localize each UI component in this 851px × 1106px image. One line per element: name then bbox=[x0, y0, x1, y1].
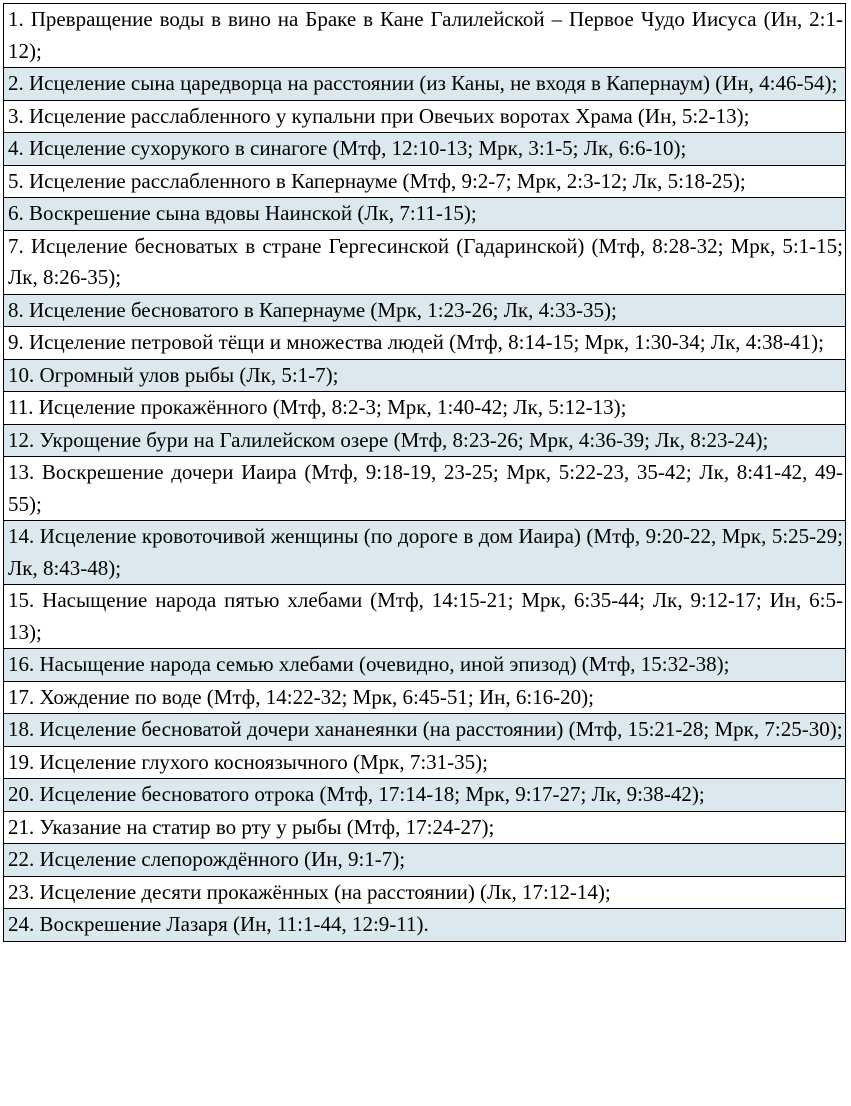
table-cell: 9. Исцеление петровой тёщи и множества людей (Мтф, 8:14-15; Мрк, 1:30-34; Лк, 4:38-41); bbox=[4, 327, 846, 360]
table-cell: 22. Исцеление слепорождённого (Ин, 9:1-7); bbox=[4, 844, 846, 877]
table-cell: 4. Исцеление сухорукого в синагоге (Мтф, 12:10-13; Мрк, 3:1-5; Лк, 6:6-10); bbox=[4, 133, 846, 166]
table-row bbox=[4, 68, 846, 101]
table-row bbox=[4, 521, 846, 585]
table-cell: 23. Исцеление десяти прокажённых (на расстоянии) (Лк, 17:12-14); bbox=[4, 876, 846, 909]
table-cell: 13. Воскрешение дочери Иаира (Мтф, 9:18-19, 23-25; Мрк, 5:22-23, 35-42; Лк, 8:41-42, 49-55); bbox=[4, 457, 846, 521]
table-cell: 6. Воскрешение сына вдовы Наинской (Лк, 7:11-15); bbox=[4, 198, 846, 231]
table-row bbox=[4, 811, 846, 844]
table-cell: 3. Исцеление расслабленного у купальни при Овечьих воротах Храма (Ин, 5:2-13); bbox=[4, 100, 846, 133]
table-row bbox=[4, 294, 846, 327]
table-cell: 20. Исцеление бесноватого отрока (Мтф, 17:14-18; Мрк, 9:17-27; Лк, 9:38-42); bbox=[4, 779, 846, 812]
table-row bbox=[4, 876, 846, 909]
table-cell: 17. Хождение по воде (Мтф, 14:22-32; Мрк, 6:45-51; Ин, 6:16-20); bbox=[4, 681, 846, 714]
table-row bbox=[4, 844, 846, 877]
table-cell: 24. Воскрешение Лазаря (Ин, 11:1-44, 12:9-11). bbox=[4, 909, 846, 942]
table-cell: 19. Исцеление глухого косноязычного (Мрк, 7:31-35); bbox=[4, 746, 846, 779]
table-cell: 1. Превращение воды в вино на Браке в Кане Галилейской – Первое Чудо Иисуса (Ин, 2:1-12); bbox=[4, 4, 846, 68]
table-cell: 21. Указание на статир во рту у рыбы (Мтф, 17:24-27); bbox=[4, 811, 846, 844]
table-cell: 11. Исцеление прокажённого (Мтф, 8:2-3; Мрк, 1:40-42; Лк, 5:12-13); bbox=[4, 392, 846, 425]
table-row bbox=[4, 714, 846, 747]
table-cell: 7. Исцеление бесноватых в стране Гергесинской (Гадаринской) (Мтф, 8:28-32; Мрк, 5:1-15; Лк, 8:26-35); bbox=[4, 230, 846, 294]
table-cell: 8. Исцеление бесноватого в Капернауме (Мрк, 1:23-26; Лк, 4:33-35); bbox=[4, 294, 846, 327]
table-cell: 15. Насыщение народа пятью хлебами (Мтф, 14:15-21; Мрк, 6:35-44; Лк, 9:12-17; Ин, 6:5-13); bbox=[4, 585, 846, 649]
table-row bbox=[4, 198, 846, 231]
table-cell: 16. Насыщение народа семью хлебами (очевидно, иной эпизод) (Мтф, 15:32-38); bbox=[4, 649, 846, 682]
miracles-table bbox=[3, 3, 846, 942]
table-row bbox=[4, 230, 846, 294]
miracles-table-body bbox=[4, 4, 846, 942]
table-row bbox=[4, 424, 846, 457]
table-row bbox=[4, 4, 846, 68]
table-row bbox=[4, 359, 846, 392]
table-row bbox=[4, 133, 846, 166]
table-row bbox=[4, 649, 846, 682]
table-row bbox=[4, 165, 846, 198]
table-row bbox=[4, 457, 846, 521]
table-row bbox=[4, 100, 846, 133]
table-row bbox=[4, 779, 846, 812]
table-row bbox=[4, 327, 846, 360]
table-row bbox=[4, 746, 846, 779]
table-cell: 12. Укрощение бури на Галилейском озере (Мтф, 8:23-26; Мрк, 4:36-39; Лк, 8:23-24); bbox=[4, 424, 846, 457]
table-cell: 18. Исцеление бесноватой дочери хананеянки (на расстоянии) (Мтф, 15:21-28; Мрк, 7:25-30); bbox=[4, 714, 846, 747]
table-row bbox=[4, 585, 846, 649]
table-row bbox=[4, 909, 846, 942]
table-cell: 10. Огромный улов рыбы (Лк, 5:1-7); bbox=[4, 359, 846, 392]
table-row bbox=[4, 681, 846, 714]
table-cell: 2. Исцеление сына царедворца на расстоянии (из Каны, не входя в Капернаум) (Ин, 4:46-54); bbox=[4, 68, 846, 101]
table-row bbox=[4, 392, 846, 425]
table-cell: 14. Исцеление кровоточивой женщины (по дороге в дом Иаира) (Мтф, 9:20-22, Мрк, 5:25-29; Лк, 8:43-48); bbox=[4, 521, 846, 585]
table-cell: 5. Исцеление расслабленного в Капернауме (Мтф, 9:2-7; Мрк, 2:3-12; Лк, 5:18-25); bbox=[4, 165, 846, 198]
